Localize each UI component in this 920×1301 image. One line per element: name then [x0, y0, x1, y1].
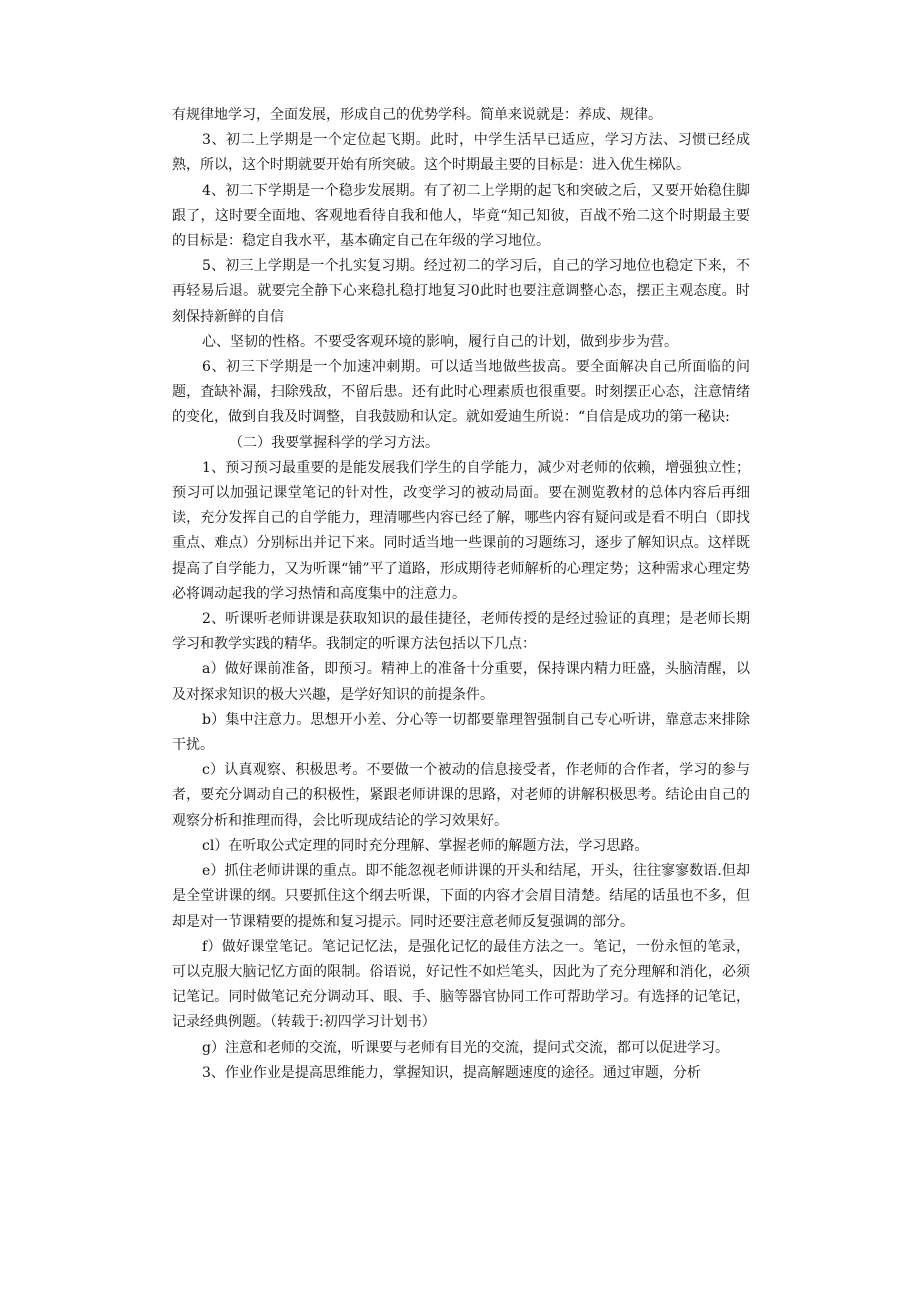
paragraph-item-c: c）认真观察、积极思考。不要做一个被动的信息接受者，作老师的合作者，学习的参与者，要充分调动自己的积极性，紧跟老师讲课的思路，对老师的讲解积极思考。结论由自己的观察分析和推理而得，会比听现成结论的学习效果好。: [172, 762, 750, 829]
paragraph-item-d: cl）在听取公式定理的同时充分理解、掌握老师的解题方法，学习思路。: [202, 837, 649, 854]
paragraph-study-regularly: 有规律地学习，全面发展，形成自己的优势学科。简单来说就是：养成、规律。: [172, 107, 662, 123]
paragraph-preview: 1、预习预习最重要的是能发展我们学生的自学能力，减少对老师的依赖，增强独立性；预习可以加强记课堂笔记的针对性，改变学习的被动局面。要在测览教材的总体内容后再细读，充分发挥自己的自学能力，理清哪些内容已经了解，哪些内容有疑问或是看不明白（即找重点、难点）分别标出并记下来。同时适当地一些课前的习题练习，逐步了解知识点。这样既提高了自学能力，又为听课“铺”平了道路，形成期待老师解析的心理定势；这种需求心理定势必将调动起我的学习热情和高度集中的注意力。: [172, 459, 750, 602]
paragraph-grade9-first-term: 5、初三上学期是一个扎实复习期。经过初二的学习后，自己的学习地位也稳定下来，不再轻易后退。就要完全静下心来稳扎稳打地复习0此时也要注意调整心态，摆正主观态度。时刻保持新鲜的自信: [172, 258, 750, 325]
paragraph-grade8-second-term: 4、初二下学期是一个稳步发展期。有了初二上学期的起飞和突破之后，又要开始稳住脚跟了，这时要全面地、客观地看待自我和他人，毕竟“知己知彼，百战不殆二这个时期最主要的目标是：稳定自我水平，基本确定自己在年级的学习地位。: [172, 182, 750, 250]
paragraph-grade9-first-term-cont: 心、坚韧的性格。不要受客观环境的影响，履行自己的计划，做到步步为营。: [202, 333, 678, 350]
paragraph-item-b: b）集中注意力。思想开小差、分心等一切都要靠理智强制自己专心听讲，靠意志来排除干扰。: [172, 711, 750, 754]
section-heading-study-methods: （二）我要掌握科学的学习方法。: [229, 434, 439, 451]
paragraph-item-f: f）做好课堂笔记。笔记记忆法，是强化记忆的最佳方法之一。笔记，一份永恒的笔录，可以克服大脑记忆方面的限制。俗语说，好记性不如烂笔头，因此为了充分理解和消化，必须记笔记。同时做笔记充分调动耳、眼、手、脑等器官协同工作可帮助学习。有选择的记笔记，记录经典例题。（转载于:初四学习计划书）: [172, 938, 750, 1031]
paragraph-listening: 2、听课听老师讲课是获取知识的最佳捷径，老师传授的是经过验证的真理；是老师长期学习和教学实践的精华。我制定的听课方法包括以下几点：: [172, 611, 750, 653]
document-page: [172, 103, 750, 1086]
paragraph-item-a: a）做好课前准备，即预习。精神上的准备十分重要，保持课内精力旺盛，头脑清醒，以及对探求知识的极大兴趣，是学好知识的前提条件。: [172, 661, 750, 703]
paragraph-item-g: g）注意和老师的交流，听课要与老师有目光的交流，提问式交流，都可以促进学习。: [202, 1039, 729, 1056]
paragraph-grade9-second-term: 6、初三下学期是一个加速冲刺期。可以适当地做些拔高。要全面解决自己所面临的问题，査缺补漏，扫除残敌，不留后患。还有此时心理素质也很重要。时刻摆正心态，注意情绪的变化，做到自我及时调整，自我鼓励和认定。就如爱迪生所说：“自信是成功的第一秘诀:: [172, 359, 750, 426]
paragraph-grade8-first-term: 3、初二上学期是一个定位起飞期。此时，中学生活早已适应，学习方法、习惯已经成熟，所以，这个时期就要开始有所突破。这个时期最主要的目标是：进入优生梯队。: [172, 132, 750, 174]
paragraph-item-e: e）抓住老师讲课的重点。即不能忽视老师讲课的开头和结尾，开头，往往寥寥数语.但却是全堂讲课的纲。只要抓住这个纲去听课，下面的内容才会眉目清楚。结尾的话虽也不多，但却是对一节课精要的提炼和复习提示。同时还要注意老师反复强调的部分。: [172, 863, 750, 930]
paragraph-homework: 3、作业作业是提高思维能力，掌握知识，提高解题速度的途径。通过审题，分析: [202, 1064, 701, 1081]
